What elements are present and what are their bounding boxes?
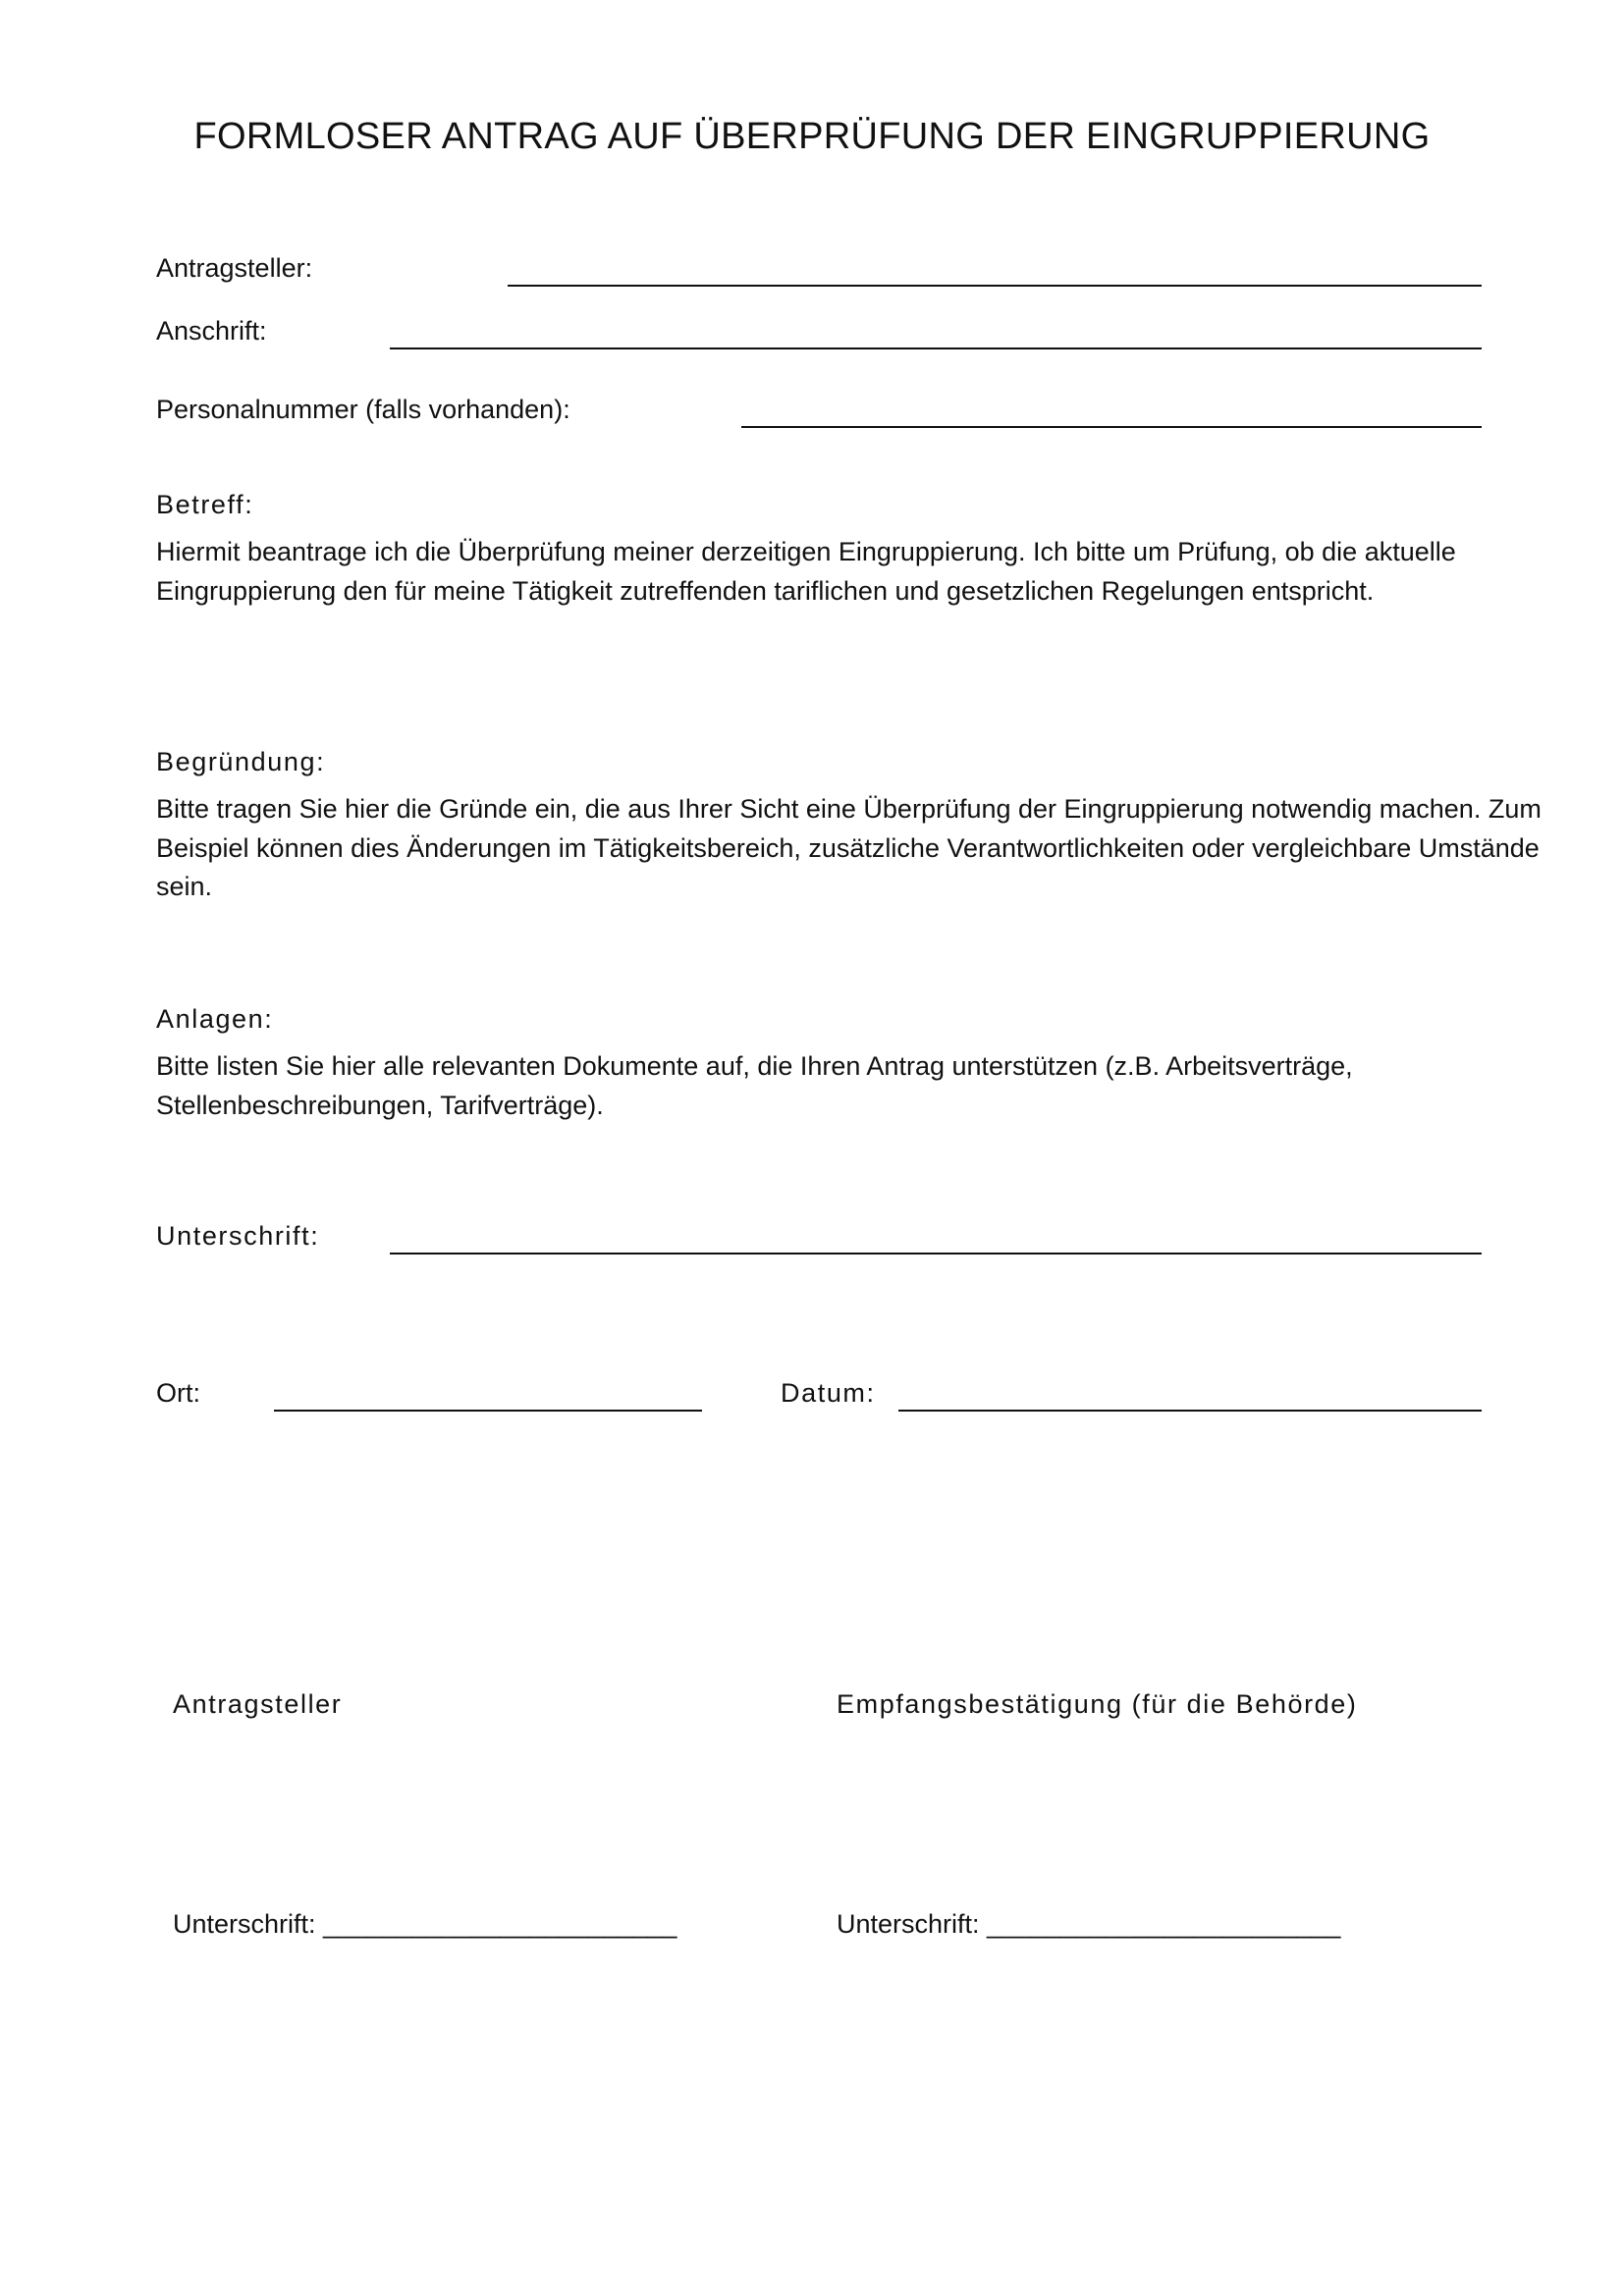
anlagen-text: Bitte listen Sie hier alle relevanten Dokumente auf, die Ihren Antrag unterstützen (z.B. Arbeitsverträge, Stellenbeschreibungen, Tarifverträge). (156, 1051, 1353, 1120)
personalnummer-line[interactable] (741, 426, 1482, 428)
footer-right-signature[interactable]: Unterschrift: ________________________ (837, 1909, 1341, 1939)
anschrift-line[interactable] (390, 347, 1482, 349)
ort-label: Ort: (156, 1378, 200, 1408)
begruendung-text: Bitte tragen Sie hier die Gründe ein, die aus Ihrer Sicht eine Überprüfung der Eingruppierung notwendig machen. Zum Beispiel können dies Änderungen im Tätigkeitsbereich, zusätzliche Verantwortlichkeiten oder vergleichbare Umstände sein. (156, 794, 1542, 901)
datum-line[interactable] (898, 1410, 1482, 1412)
footer-left-signature[interactable]: Unterschrift: ________________________ (173, 1909, 677, 1939)
footer-left-heading: Antragsteller (173, 1689, 343, 1719)
datum-label: Datum: (781, 1378, 876, 1408)
anlagen-heading: Anlagen: (156, 1004, 274, 1034)
footer-right-heading: Empfangsbestätigung (für die Behörde) (837, 1689, 1358, 1719)
document-title: FORMLOSER ANTRAG AUF ÜBERPRÜFUNG DER EINGRUPPIERUNG (193, 116, 1431, 157)
ort-line[interactable] (274, 1410, 702, 1412)
betreff-text: Hiermit beantrage ich die Überprüfung meiner derzeitigen Eingruppierung. Ich bitte um Prüfung, ob die aktuelle Eingruppierung den für meine Tätigkeit zutreffenden tariflichen und gesetzlichen Regelungen entspricht. (156, 537, 1456, 606)
personalnummer-label: Personalnummer (falls vorhanden): (156, 395, 570, 424)
betreff-heading: Betreff: (156, 490, 254, 519)
begruendung-heading: Begründung: (156, 747, 326, 776)
antragsteller-line[interactable] (508, 285, 1482, 287)
unterschrift-label: Unterschrift: (156, 1221, 320, 1251)
antragsteller-label: Antragsteller: (156, 253, 313, 283)
unterschrift-line[interactable] (390, 1253, 1482, 1255)
anschrift-label: Anschrift: (156, 316, 267, 346)
